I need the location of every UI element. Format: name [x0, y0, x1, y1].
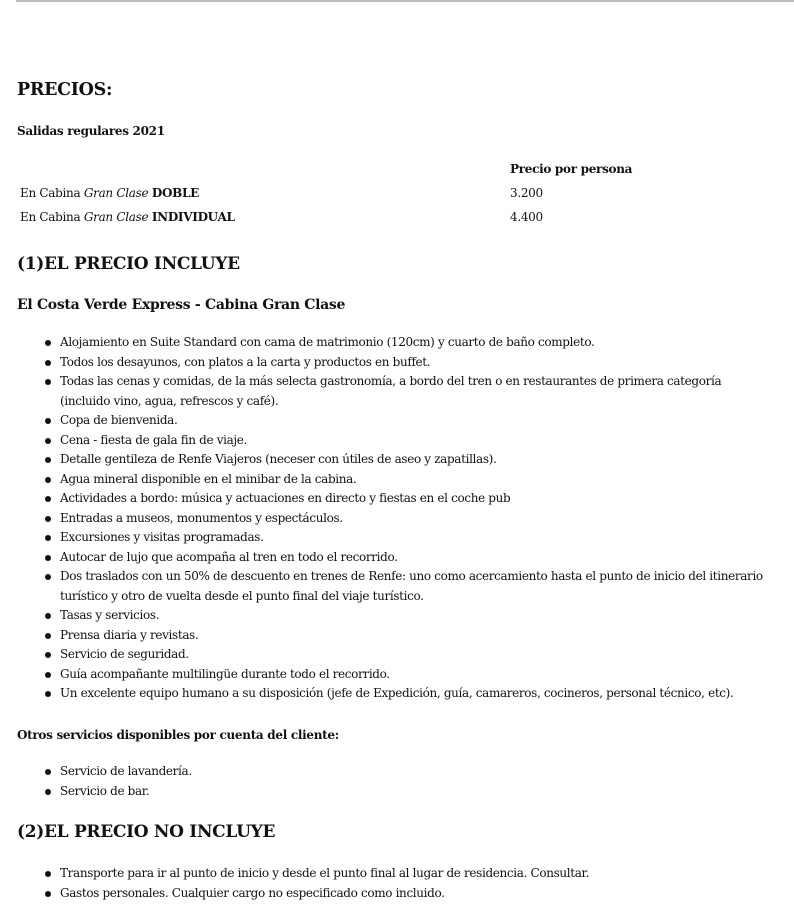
list-item: Entradas a museos, monumentos y espectáculos.: [44, 509, 774, 529]
list-item: Excursiones y visitas programadas.: [44, 528, 774, 548]
bullet-icon: [45, 457, 51, 463]
bullet-icon: [45, 340, 51, 346]
list-item: Detalle gentileza de Renfe Viajeros (neceser con útiles de aseo y zapatillas).: [44, 450, 774, 470]
bullet-icon: [45, 789, 51, 795]
list-item: Guía acompañante multilingüe durante todo el recorrido.: [44, 665, 774, 685]
bullet-icon: [45, 574, 51, 580]
price-column-header: Precio por persona: [510, 162, 633, 176]
bullet-icon: [45, 613, 51, 619]
list-item: Servicio de lavandería.: [44, 762, 774, 782]
list-item: Transporte para ir al punto de inicio y desde el punto final al lugar de residencia. Consultar.: [44, 864, 774, 884]
bullet-icon: [45, 477, 51, 483]
price-row-individual: [17, 210, 777, 234]
bullet-icon: [45, 418, 51, 424]
bullet-icon: [45, 672, 51, 678]
list-item: Todas las cenas y comidas, de la más selecta gastronomía, a bordo del tren o en restaurantes de primera categoría (incluido vino, agua, refrescos y café).: [44, 372, 774, 411]
bullet-icon: [45, 769, 51, 775]
bullet-icon: [45, 555, 51, 561]
bullet-icon: [45, 871, 51, 877]
list-item: Todos los desayunos, con platos a la carta y productos en buffet.: [44, 353, 774, 373]
list-item: Prensa diaria y revistas.: [44, 626, 774, 646]
bullet-icon: [45, 496, 51, 502]
bullet-icon: [45, 691, 51, 697]
list-item: Autocar de lujo que acompaña al tren en todo el recorrido.: [44, 548, 774, 568]
price-row-doble: [17, 186, 777, 210]
price-value: 4.400: [510, 210, 543, 224]
bullet-icon: [45, 891, 51, 897]
cabin-label: En Cabina Gran Clase INDIVIDUAL: [20, 210, 235, 224]
list-item: Un excelente equipo humano a su disposición (jefe de Expedición, guía, camareros, cocineros, personal técnico, etc).: [44, 684, 774, 704]
list-item: Agua mineral disponible en el minibar de la cabina.: [44, 470, 774, 490]
costa-verde-subheading: El Costa Verde Express - Cabina Gran Clase: [17, 297, 346, 313]
price-table-header: [17, 162, 777, 186]
list-item: Tasas y servicios.: [44, 606, 774, 626]
list-item: Actividades a bordo: música y actuaciones en directo y fiestas en el coche pub: [44, 489, 774, 509]
no-incluye-heading: (2)EL PRECIO NO INCLUYE: [17, 822, 276, 842]
incluye-heading: (1)EL PRECIO INCLUYE: [17, 254, 240, 274]
cabin-label: En Cabina Gran Clase DOBLE: [20, 186, 199, 200]
no-incluye-list: [44, 864, 774, 903]
price-table: [17, 162, 777, 234]
otros-list: [44, 762, 774, 801]
bullet-icon: [45, 633, 51, 639]
list-item: Servicio de bar.: [44, 782, 774, 802]
bullet-icon: [45, 516, 51, 522]
list-item: Dos traslados con un 50% de descuento en trenes de Renfe: uno como acercamiento hasta el punto de inicio del itinerario turístico y otro de vuelta desde el punto final del viaje turístico.: [44, 567, 774, 606]
bullet-icon: [45, 438, 51, 444]
bullet-icon: [45, 652, 51, 658]
bullet-icon: [45, 535, 51, 541]
precios-heading: PRECIOS:: [17, 80, 113, 100]
incluye-list: [44, 333, 774, 704]
list-item: Alojamiento en Suite Standard con cama de matrimonio (120cm) y cuarto de baño completo.: [44, 333, 774, 353]
top-divider: [16, 0, 794, 2]
salidas-subtitle: Salidas regulares 2021: [17, 124, 165, 138]
list-item: Gastos personales. Cualquier cargo no especificado como incluido.: [44, 884, 774, 904]
list-item: Servicio de seguridad.: [44, 645, 774, 665]
list-item: Copa de bienvenida.: [44, 411, 774, 431]
bullet-icon: [45, 379, 51, 385]
list-item: Cena - fiesta de gala fin de viaje.: [44, 431, 774, 451]
bullet-icon: [45, 360, 51, 366]
price-value: 3.200: [510, 186, 543, 200]
otros-servicios-label: Otros servicios disponibles por cuenta del cliente:: [17, 728, 339, 742]
